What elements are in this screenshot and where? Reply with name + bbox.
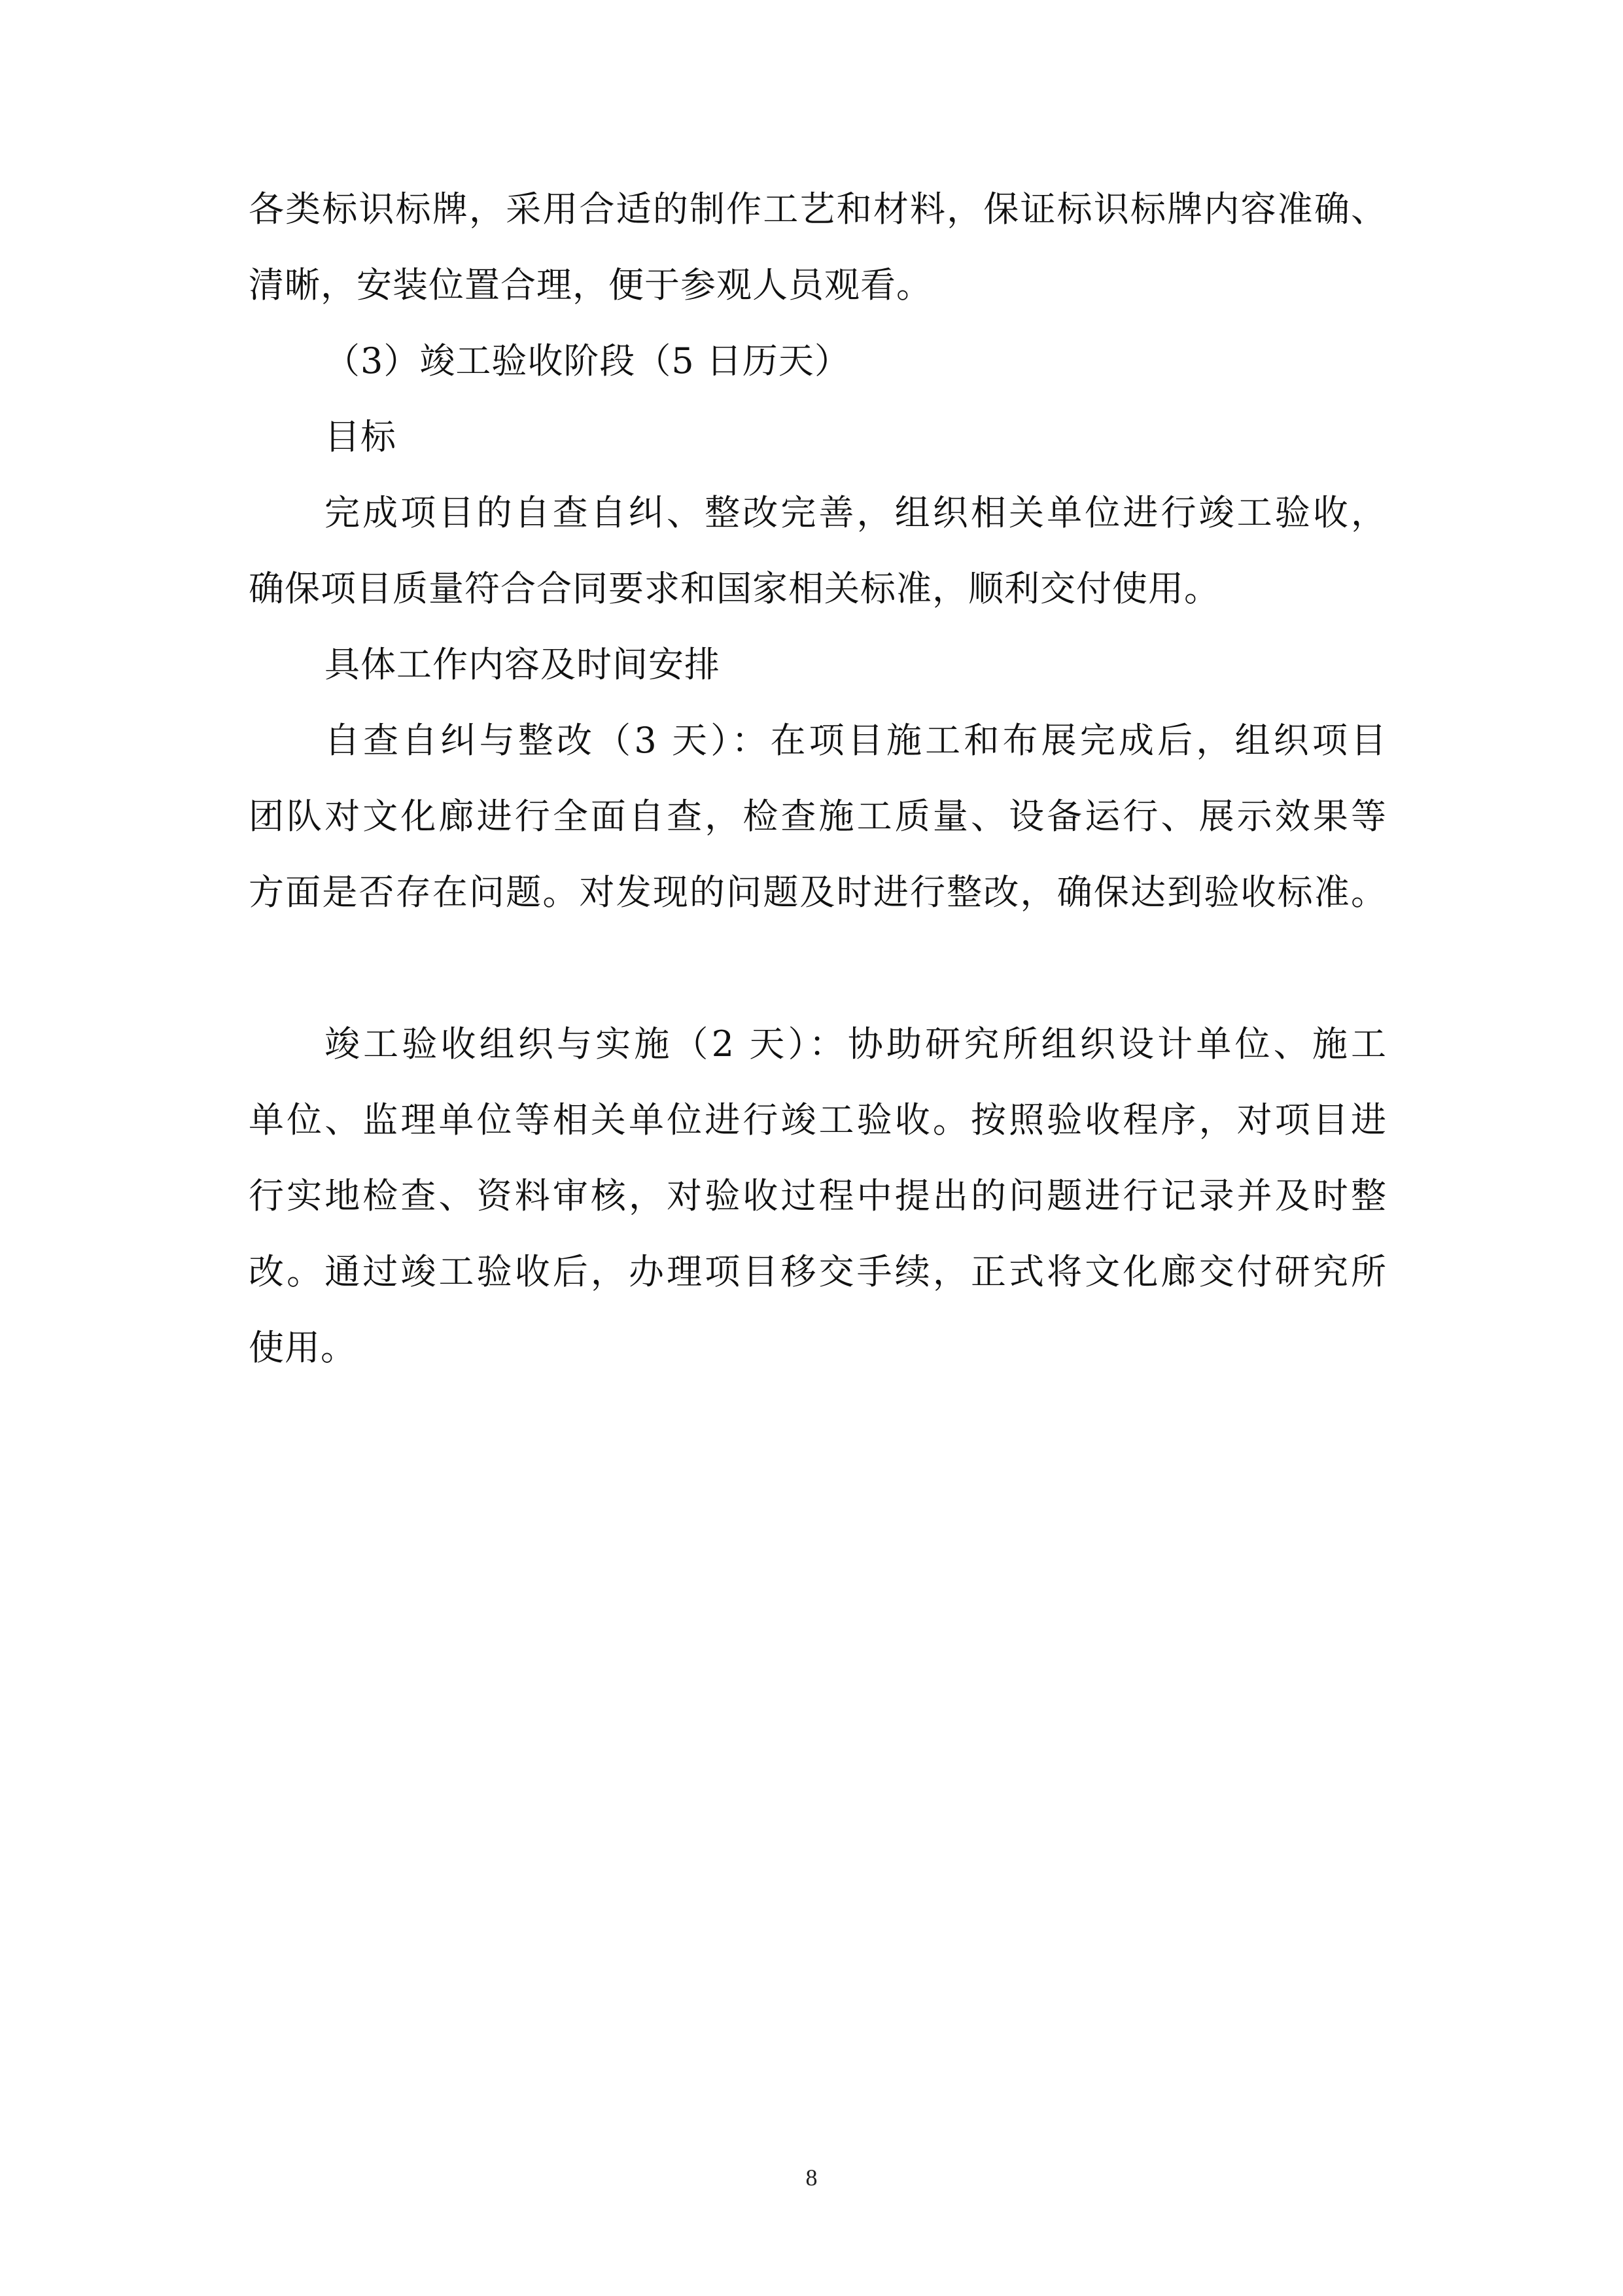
document-body [249,171,1387,1386]
text-line: 使用。 [249,1327,357,1368]
text-line: 各类标识标牌，采用合适的制作工艺和材料，保证标识标牌内容准确、 [249,188,1387,230]
text-line: 清晰，安装位置合理，便于参观人员观看。 [249,264,932,306]
subheading-work-content: 具体工作内容及时间安排 [324,644,720,685]
text-line: 竣工验收组织与实施（2 天）：协助研究所组织设计单位、施工 [324,1023,1387,1065]
text-line: 完成项目的自查自纠、整改完善，组织相关单位进行竣工验收， [324,492,1387,533]
text-line: 单位、监理单位等相关单位进行竣工验收。按照验收程序，对项目进 [249,1099,1387,1140]
text-line: 改。通过竣工验收后，办理项目移交手续，正式将文化廊交付研究所 [249,1251,1387,1292]
text-line: 团队对文化廊进行全面自查，检查施工质量、设备运行、展示效果等 [249,796,1387,837]
paragraph-gap [249,930,1387,1006]
text-line: 行实地检查、资料审核，对验收过程中提出的问题进行记录并及时整 [249,1175,1387,1216]
page-number: 8 [805,2164,818,2191]
text-line: 确保项目质量符合合同要求和国家相关标准，顺利交付使用。 [249,568,1220,609]
subheading-goal: 目标 [324,416,396,457]
section-heading: （3）竣工验收阶段（5 日历天） [324,340,850,381]
text-line: 方面是否存在问题。对发现的问题及时进行整改，确保达到验收标准。 [249,872,1387,913]
text-line: 自查自纠与整改（3 天）：在项目施工和布展完成后，组织项目 [324,720,1387,761]
